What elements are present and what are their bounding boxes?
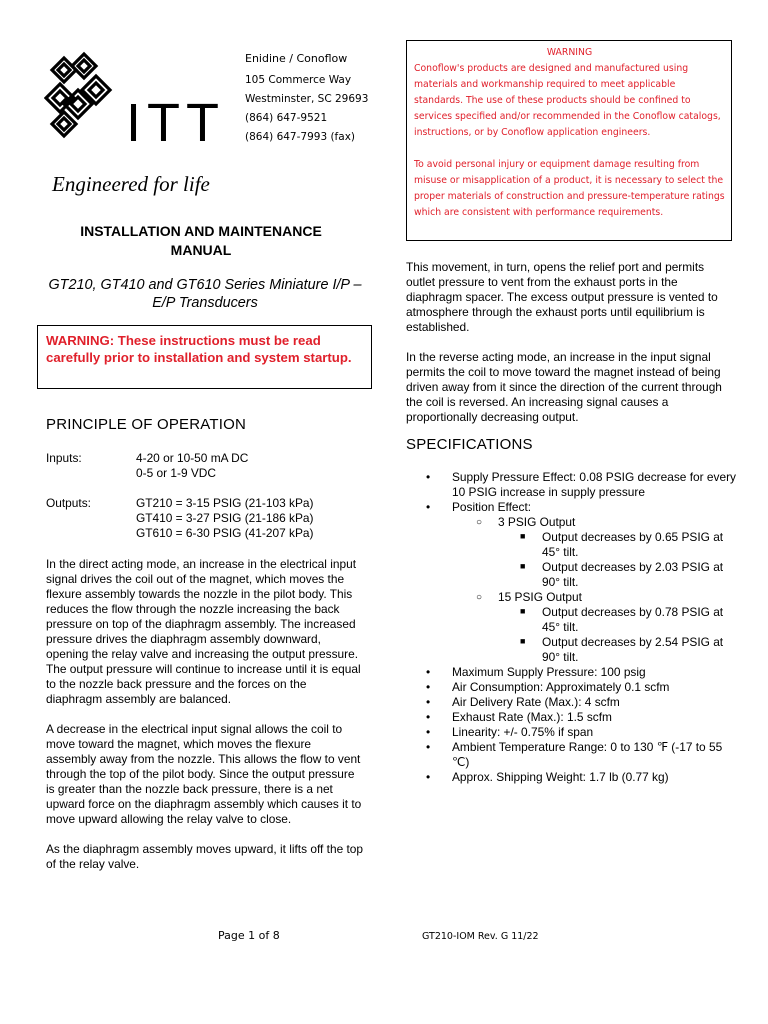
bullet-icon: •: [426, 710, 431, 724]
warning-paragraph-2: To avoid personal injury or equipment damage resulting from misuse or misapplication of a product, it is necessary to select the proper materials of construction and pressure-temperature ratings which are consistent with performance requirements.: [414, 159, 725, 218]
bullet-icon: •: [426, 695, 431, 709]
spec-3-psig-45: Output decreases by 0.65 PSIG at 45° tilt.: [542, 530, 724, 559]
spec-15-psig-output: 15 PSIG Output: [498, 590, 582, 604]
city-address: Westminster, SC 29693: [245, 93, 369, 105]
circle-bullet-icon: ○: [476, 592, 483, 603]
spec-air-delivery: Air Delivery Rate (Max.): 4 scfm: [452, 695, 620, 709]
paragraph-decrease-signal: A decrease in the electrical input signal allows the coil to move toward the magnet, which moves the flexure assembly away from the nozzle. This allows the flow to vent through the top of the pilot body. Since the output pressure is greater than the nozzle back pressure, there is a net upward force on the diaphragm assembly which causes it to move upward allowing the relay valve to close.: [46, 722, 362, 826]
square-bullet-icon: ■: [520, 561, 526, 571]
circle-bullet-icon: ○: [476, 517, 483, 528]
spec-supply-pressure-effect: Supply Pressure Effect: 0.08 PSIG decrease for every 10 PSIG increase in supply pressure: [452, 470, 736, 499]
output-value: GT210 = 3-15 PSIG (21-103 kPa): [136, 496, 314, 510]
company-name: Enidine / Conoflow: [245, 52, 348, 65]
list-item: [406, 665, 736, 680]
manual-subtitle: GT210, GT410 and GT610 Series Miniature I/P – E/P Transducers: [48, 277, 362, 311]
inputs-label: Inputs:: [46, 451, 82, 465]
bullet-icon: •: [426, 740, 431, 754]
list-item: [406, 710, 736, 725]
warning-paragraph-1: Conoflow's products are designed and manufactured using materials and workmanship required to meet applicable standards. The use of these products should be confined to services specified and/or recommended in the Conoflow catalogs, instructions, or by Conoflow application engineers.: [414, 63, 721, 138]
outputs-label: Outputs:: [46, 496, 91, 510]
document-revision: GT210-IOM Rev. G 11/22: [422, 931, 539, 942]
itt-logo-mark-icon: [44, 50, 116, 140]
tagline: Engineered for life: [52, 172, 210, 196]
list-item: [406, 500, 736, 515]
list-item: [406, 635, 736, 665]
bullet-icon: •: [426, 680, 431, 694]
manual-title: [46, 222, 356, 260]
list-item: [406, 590, 736, 605]
fax-number: (864) 647-7993 (fax): [245, 131, 355, 143]
manual-title-line-1: INSTALLATION AND MAINTENANCE: [80, 223, 322, 239]
list-item: [406, 680, 736, 695]
spec-linearity: Linearity: +/- 0.75% if span: [452, 725, 594, 739]
warning-title: WARNING: [546, 47, 593, 58]
bullet-icon: •: [426, 500, 431, 514]
bullet-icon: •: [426, 770, 431, 784]
list-item: [406, 560, 736, 590]
itt-logo-text: ITT: [126, 93, 225, 153]
specifications-heading: SPECIFICATIONS: [406, 436, 533, 453]
input-value: 4-20 or 10-50 mA DC: [136, 451, 249, 465]
list-item: [406, 605, 736, 635]
phone-number: (864) 647-9521: [245, 112, 328, 124]
spec-shipping-weight: Approx. Shipping Weight: 1.7 lb (0.77 kg): [452, 770, 669, 784]
spec-exhaust-rate: Exhaust Rate (Max.): 1.5 scfm: [452, 710, 612, 724]
list-item: [406, 515, 736, 530]
square-bullet-icon: ■: [520, 531, 526, 541]
spec-3-psig-output: 3 PSIG Output: [498, 515, 576, 529]
bullet-icon: •: [426, 470, 431, 484]
spec-ambient-temperature: Ambient Temperature Range: 0 to 130 ℉ (-17 to 55 ℃): [452, 740, 723, 769]
spec-3-psig-90: Output decreases by 2.03 PSIG at 90° tilt.: [542, 560, 724, 589]
street-address: 105 Commerce Way: [245, 74, 352, 86]
spec-15-psig-90: Output decreases by 2.54 PSIG at 90° tilt.: [542, 635, 724, 664]
square-bullet-icon: ■: [520, 606, 526, 616]
list-item: [406, 530, 736, 560]
list-item: [406, 740, 736, 770]
product-warning-box: [406, 40, 732, 241]
list-item: [406, 725, 736, 740]
installation-warning-box: WARNING: These instructions must be read carefully prior to installation and system startup.: [37, 325, 372, 389]
output-value: GT610 = 6-30 PSIG (41-207 kPa): [136, 526, 314, 540]
principle-paragraphs: [46, 557, 364, 887]
paragraph-direct-acting: In the direct acting mode, an increase in the electrical input signal drives the coil out of the magnet, which moves the flexure assembly towards the nozzle in the pilot body. This reduces the flow through the nozzle increasing the back pressure on top of the diaphragm assembly. The increased pressure drives the diaphragm assembly downward, opening the relay valve and increasing the output pressure. The output pressure will continue to increase until it is equal to the nozzle back pressure and the forces on the diaphragm assembly are balanced.: [46, 557, 361, 706]
principle-heading: PRINCIPLE OF OPERATION: [46, 416, 246, 433]
right-column-paragraphs: [406, 260, 732, 440]
spec-max-supply-pressure: Maximum Supply Pressure: 100 psig: [452, 665, 646, 679]
specifications-list: [406, 470, 736, 785]
page-number: Page 1 of 8: [218, 929, 280, 942]
manual-title-line-2: MANUAL: [170, 242, 232, 258]
list-item: [406, 695, 736, 710]
paragraph-reverse-acting: In the reverse acting mode, an increase in the input signal permits the coil to move toward the magnet instead of being driven away from it since the direction of the current through the coil is reversed. An increasing signal causes a proportionally decreasing output.: [406, 350, 722, 424]
list-item: [406, 770, 736, 785]
bullet-icon: •: [426, 725, 431, 739]
spec-15-psig-45: Output decreases by 0.78 PSIG at 45° tilt.: [542, 605, 724, 634]
spec-air-consumption: Air Consumption: Approximately 0.1 scfm: [452, 680, 670, 694]
company-address: [245, 49, 368, 147]
list-item: [406, 470, 736, 500]
input-value: 0-5 or 1-9 VDC: [136, 466, 216, 480]
paragraph-diaphragm-moves: As the diaphragm assembly moves upward, it lifts off the top of the relay valve.: [46, 842, 364, 871]
paragraph-relief-port: This movement, in turn, opens the relief port and permits outlet pressure to vent from the exhaust ports in the diaphragm spacer. The excess output pressure is vented to atmosphere through the exhaust ports until equilibrium is established.: [406, 260, 718, 334]
output-value: GT410 = 3-27 PSIG (21-186 kPa): [136, 511, 314, 525]
square-bullet-icon: ■: [520, 636, 526, 646]
bullet-icon: •: [426, 665, 431, 679]
spec-position-effect: Position Effect:: [452, 500, 532, 514]
